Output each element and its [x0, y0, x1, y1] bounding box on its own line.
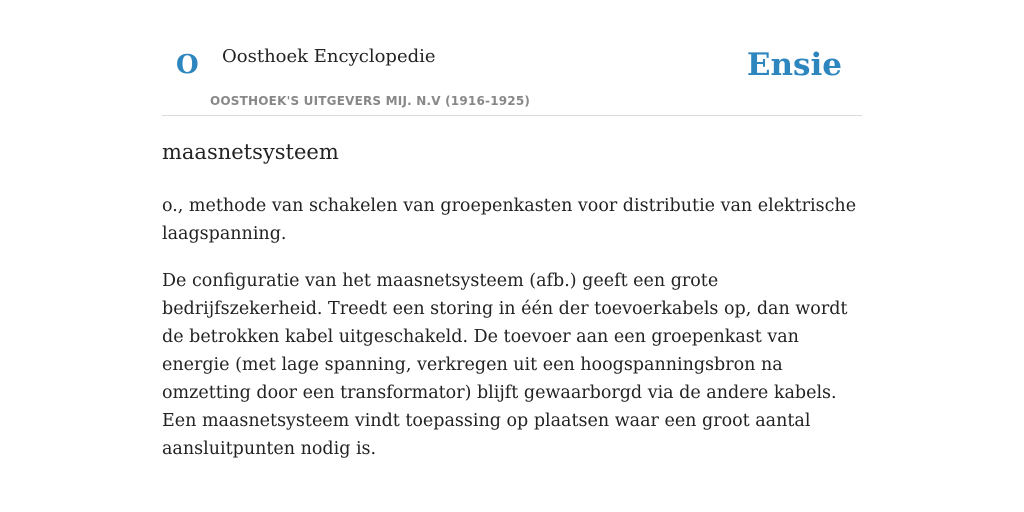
ensie-home-link[interactable]: Ensie [746, 47, 842, 83]
encyclopedia-title[interactable]: Oosthoek Encyclopedie [222, 46, 436, 67]
site-header [162, 0, 862, 116]
encyclopedia-logo-letter[interactable]: O [176, 50, 199, 80]
entry-description: De configuratie van het maasnetsysteem (afb.) geeft een grote bedrijfszekerheid. Treedt een storing in één der toevoerkabels op, dan wordt de betrokken kabel uitgeschakeld. De toevoer aan een groepenkast van energie (met lage spanning, verkregen uit een hoogspanningsbron na omzetting door een transformator) blijft gewaarborgd via de andere kabels. Een maasnetsysteem vindt toepassing op plaatsen waar een groot aantal aansluitpunten nodig is. [162, 271, 848, 459]
publisher-subtitle: OOSTHOEK'S UITGEVERS MIJ. N.V (1916-1925) [210, 94, 531, 108]
entry-definition: o., methode van schakelen van groepenkasten voor distributie van elektrische laagspanning. [162, 196, 857, 244]
page-container [162, 0, 862, 459]
entry-title: maasnetsysteem [162, 140, 339, 164]
